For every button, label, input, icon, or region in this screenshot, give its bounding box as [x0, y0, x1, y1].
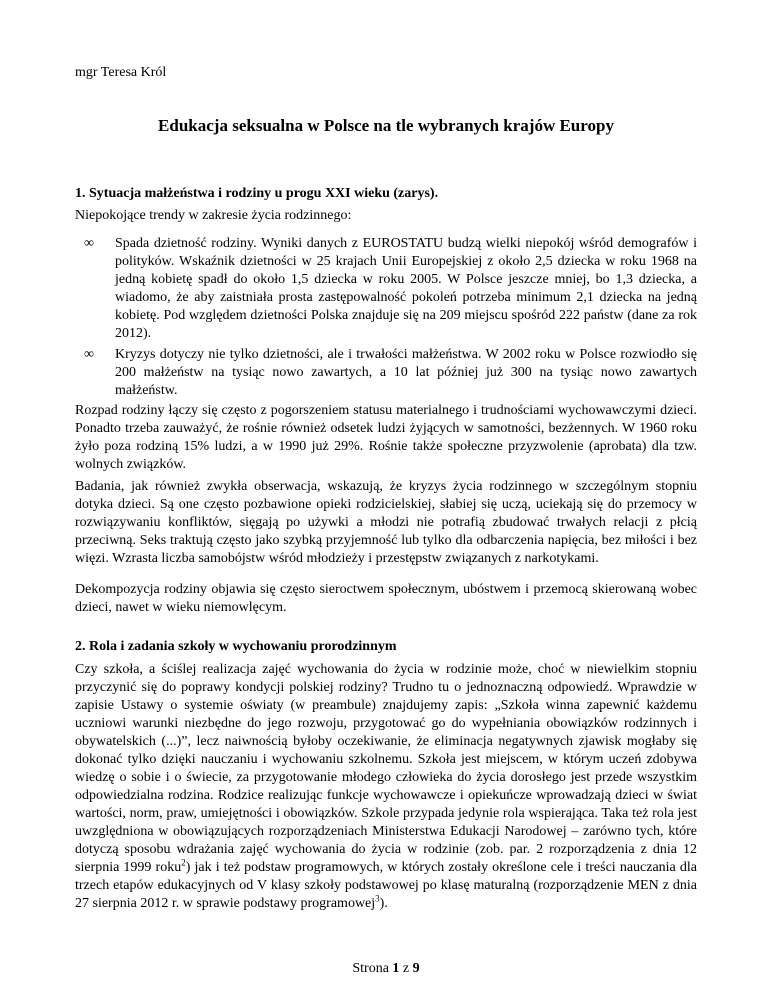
paragraph: Dekompozycja rodziny objawia się często sieroctwem społecznym, ubóstwem i przemocą skierowaną wobec dzieci, nawet w wieku niemowlęcym.: [75, 582, 697, 615]
author-line: mgr Teresa Król: [75, 65, 167, 80]
bullet-item: [75, 235, 697, 343]
section-2-heading: 2. Rola i zadania szkoły w wychowaniu prorodzinnym: [75, 639, 397, 654]
paragraph-text: Czy szkoła, a ściślej realizacja zajęć wychowania do życia w rodzinie może, choć w niewielkim stopniu przyczynić się do poprawy kondycji polskiej rodziny? Trudno tu o jednoznaczną odpowiedź. Wprawdzie w zapisie Ustawy o systemie oświaty (w preambule) znajdujemy zapis: „Szkoła winna zapewnić każdemu uczniowi warunki niezbędne do jego rozwoju, przygotować go do wypełniania obowiązków rodzinnych i obywatelskich (...)”, lecz naiwnością byłoby oczekiwanie, że eliminacja negatywnych zjawisk mogłaby się dokonać tylko dzięki nauczaniu i wychowaniu szkolnemu. Szkoła jest miejscem, w którym uczeń zdobywa wiedzę o sobie i o świecie, za przygotowanie młodego człowieka do życia dorosłego jest przede wszystkim odpowiedzialna rodzina. Rodzice realizując funkcje wychowawcze i opiekuńcze wprowadzają dzieci w świat wartości, norm, praw, umiejętności i obowiązków. Szkole przypada jedynie rola wspierająca. Taka też rola jest uwzględniona w obowiązujących rozporządzeniach Ministerstwa Edukacji Narodowej – zarówno tych, które dotyczą sposobu wdrażania zajęć wychowania do życia w rodzinie (zob. par. 2 rozporządzenia z dnia 12 sierpnia 1999 roku: [75, 662, 697, 875]
bullet-text: Spada dzietność rodziny. Wyniki danych z EUROSTATU budzą wielki niepokój wśród demografów i polityków. Wskaźnik dzietności w 25 krajach Unii Europejskiej z około 2,5 dziecka w roku 1968 na jedną kobietę spadł do około 1,5 dziecka w roku 2005. W Polsce jeszcze mniej, bo 1,3 dziecka, a wiadomo, że aby zaistniała prosta zastępowalność pokoleń potrzeba minimum 2,1 dziecka na jedną kobietę. Pod względem dzietności Polska znajduje się na 209 miejscu spośród 222 państw (dane za rok 2012).: [115, 236, 697, 341]
page-footer: [75, 961, 697, 977]
footnote-reference: 3: [375, 893, 380, 904]
paragraph-text: ).: [379, 896, 388, 911]
infinity-bullet-icon: ∞: [84, 236, 94, 251]
infinity-bullet-icon: ∞: [84, 347, 94, 362]
section-1-intro: Niepokojące trendy w zakresie życia rodzinnego:: [75, 208, 352, 223]
document-title: Edukacja seksualna w Polsce na tle wybranych krajów Europy: [158, 116, 614, 135]
current-page-number: 1: [392, 961, 400, 976]
paragraph-text: ) jak i też podstaw programowych, w których zostały określone cele i treści nauczania dla trzech etapów edukacyjnych od V klasy szkoły podstawowej po klasę maturalną (rozporządzenie MEN z dnia 27 sierpnia 2012 r. w sprawie podstawy programowej: [75, 860, 697, 911]
paragraph: [75, 661, 697, 913]
bullet-text: Kryzys dotyczy nie tylko dzietności, ale i trwałości małżeństwa. W 2002 roku w Polsce rozwiodło się 200 małżeństw na tysiąc nowo zawartych, a 10 lat później już 300 na tysiąc nowo zawartych małżeństw.: [115, 347, 697, 398]
paragraph: Badania, jak również zwykła obserwacja, wskazują, że kryzys życia rodzinnego w szczególnym stopniu dotyka dzieci. Są one często pozbawione opieki rodzicielskiej, słabiej się uczą, uciekają się do przemocy w rozwiązywaniu konfliktów, sięgają po używki a młodzi nie potrafią zbudować trwałych relacji z płcią przeciwną. Seks traktują często jako szybką przyjemność lub tylko dla odbarczenia napięcia, bez miłości i bez więzi. Wzrasta liczba samobójstw wśród młodzieży i przestępstw związanych z narkotykami.: [75, 479, 697, 566]
footer-prefix: Strona: [352, 961, 393, 976]
total-pages-number: 9: [412, 961, 420, 976]
paragraph: Rozpad rodziny łączy się często z pogorszeniem statusu materialnego i trudnościami wychowawczymi dzieci. Ponadto trzeba zauważyć, że rośnie również odsetek ludzi żyjących w samotności, bezżennych. W 1960 roku żyło poza rodziną 15% ludzi, a w 1990 już 29%. Rośnie także społeczne przyzwolenie (aprobata) dla tzw. wolnych związków.: [75, 403, 697, 472]
footnote-reference: 2: [181, 857, 186, 868]
section-1-heading: 1. Sytuacja małżeństwa i rodziny u progu XXI wieku (zarys).: [75, 186, 439, 201]
bullet-item: [75, 346, 697, 400]
footer-separator: z: [399, 961, 413, 976]
